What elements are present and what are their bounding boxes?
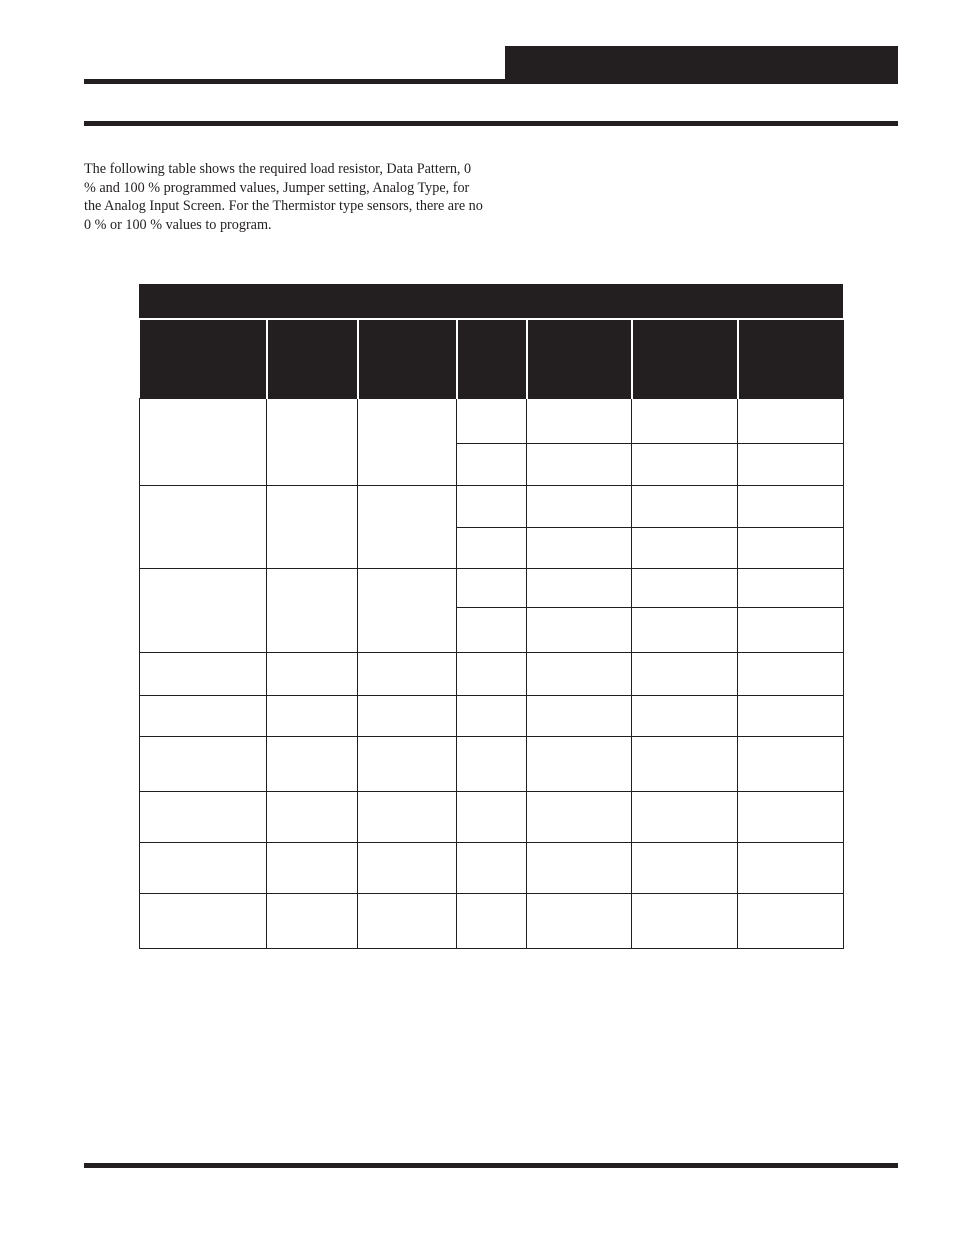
table-row xyxy=(140,843,844,894)
table-cell xyxy=(358,737,457,792)
table-cell xyxy=(140,843,267,894)
table-cell xyxy=(632,399,738,444)
table-cell xyxy=(358,843,457,894)
table-cell xyxy=(140,653,267,696)
table-row xyxy=(140,737,844,792)
analog-input-table xyxy=(139,284,843,949)
table-cell xyxy=(358,894,457,949)
table-cell xyxy=(457,653,527,696)
table-cell xyxy=(527,486,632,528)
table-cell xyxy=(457,569,527,608)
table-cell xyxy=(738,696,844,737)
table-cell xyxy=(140,569,267,653)
table-cell xyxy=(140,792,267,843)
table-cell xyxy=(358,399,457,486)
table-cell xyxy=(527,737,632,792)
table-cell xyxy=(267,894,358,949)
table-row xyxy=(140,486,844,528)
table-cell xyxy=(738,486,844,528)
table-cell xyxy=(632,843,738,894)
table-cell xyxy=(267,792,358,843)
table-cell xyxy=(457,528,527,569)
table-cell xyxy=(267,486,358,569)
column-header xyxy=(527,320,632,399)
table-cell xyxy=(527,569,632,608)
table-cell xyxy=(267,399,358,486)
table-cell xyxy=(140,399,267,486)
column-header xyxy=(632,320,738,399)
table-cell xyxy=(738,843,844,894)
table-cell xyxy=(738,737,844,792)
table-row xyxy=(140,653,844,696)
table-cell xyxy=(632,608,738,653)
table-row xyxy=(140,399,844,444)
column-header xyxy=(457,320,527,399)
table-grid xyxy=(139,320,844,949)
column-header xyxy=(267,320,358,399)
table-cell xyxy=(527,894,632,949)
table-cell xyxy=(632,894,738,949)
table-cell xyxy=(738,894,844,949)
table-row xyxy=(140,792,844,843)
table-cell xyxy=(267,737,358,792)
table-cell xyxy=(527,792,632,843)
table-cell xyxy=(527,843,632,894)
footer-rule xyxy=(84,1163,898,1168)
table-cell xyxy=(632,653,738,696)
column-header xyxy=(738,320,844,399)
table-cell xyxy=(527,608,632,653)
table-cell xyxy=(457,608,527,653)
table-cell xyxy=(527,653,632,696)
table-cell xyxy=(738,528,844,569)
table-cell xyxy=(140,486,267,569)
table-cell xyxy=(738,569,844,608)
table-cell xyxy=(358,792,457,843)
table-cell xyxy=(457,792,527,843)
table-cell xyxy=(632,528,738,569)
table-cell xyxy=(267,696,358,737)
table-cell xyxy=(632,792,738,843)
table-cell xyxy=(457,843,527,894)
table-cell xyxy=(632,569,738,608)
table-cell xyxy=(457,486,527,528)
table-cell xyxy=(738,653,844,696)
table-cell xyxy=(527,444,632,486)
table-cell xyxy=(738,792,844,843)
table-cell xyxy=(267,653,358,696)
column-header xyxy=(140,320,267,399)
table-cell xyxy=(527,696,632,737)
table-cell xyxy=(632,444,738,486)
table-cell xyxy=(358,569,457,653)
table-cell xyxy=(267,843,358,894)
table-cell xyxy=(140,696,267,737)
table-cell xyxy=(457,444,527,486)
table-row xyxy=(140,696,844,737)
table-cell xyxy=(140,894,267,949)
table-cell xyxy=(358,653,457,696)
table-cell xyxy=(267,569,358,653)
table-row xyxy=(140,894,844,949)
table-cell xyxy=(358,486,457,569)
table-cell xyxy=(457,399,527,444)
table-cell xyxy=(738,399,844,444)
table-cell xyxy=(457,696,527,737)
table-cell xyxy=(358,696,457,737)
table-header-row xyxy=(140,320,844,399)
table-row xyxy=(140,569,844,608)
table-cell xyxy=(527,399,632,444)
column-header xyxy=(358,320,457,399)
intro-paragraph: The following table shows the required load resistor, Data Pattern, 0 % and 100 % programmed values, Jumper setting, Analog Type, for the Analog Input Screen. For the Thermistor type sensors, there are no 0 % or 100 % values to program. xyxy=(84,161,483,234)
table-cell xyxy=(457,737,527,792)
table-title-bar xyxy=(139,284,843,320)
table-cell xyxy=(738,444,844,486)
table-cell xyxy=(140,737,267,792)
table-cell xyxy=(632,696,738,737)
table-cell xyxy=(457,894,527,949)
table-cell xyxy=(738,608,844,653)
section-rule xyxy=(84,121,898,126)
header-rule xyxy=(84,79,898,84)
table-cell xyxy=(632,737,738,792)
table-cell xyxy=(632,486,738,528)
table-cell xyxy=(527,528,632,569)
header-tab xyxy=(505,46,898,79)
